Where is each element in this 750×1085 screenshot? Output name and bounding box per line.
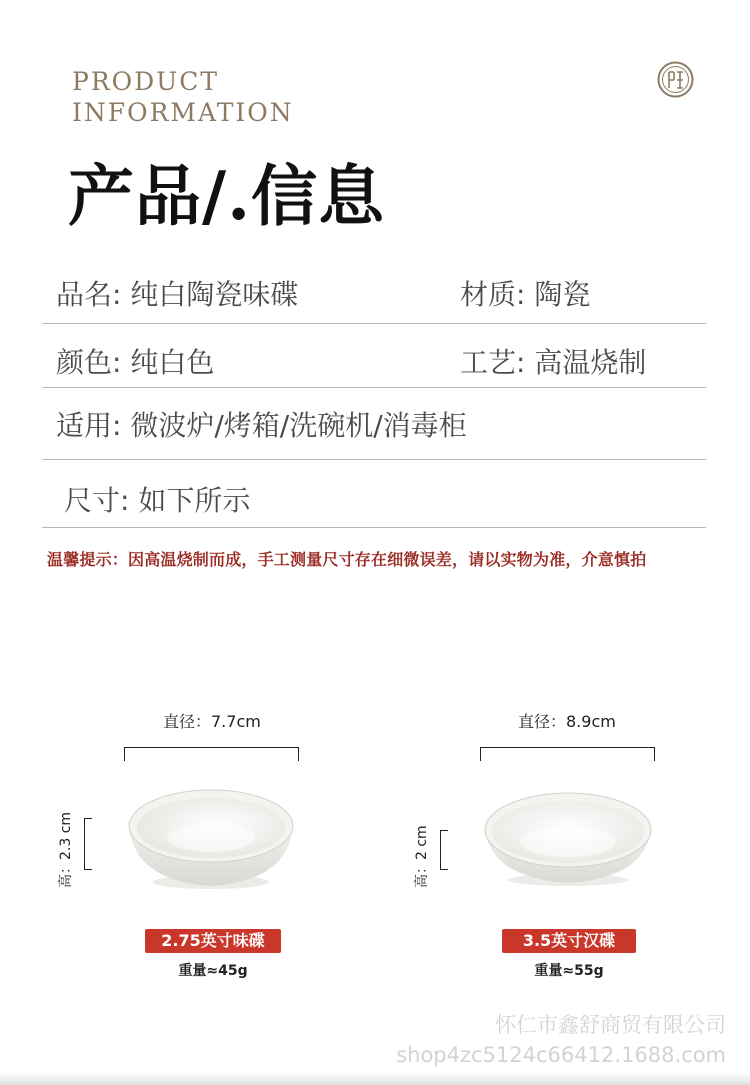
english-title: [72, 66, 294, 128]
size-badge: 3.5英寸汉碟: [502, 929, 636, 953]
height-label: 高：2.3 cm: [58, 811, 74, 888]
height-label: 高：2 cm: [414, 825, 430, 888]
spec-product-name: 品名: 纯白陶瓷味碟: [56, 278, 299, 311]
english-title-line-2: INFORMATION: [72, 98, 294, 127]
diameter-label: 直径：7.7cm: [163, 712, 261, 731]
brand-seal-icon: [657, 61, 694, 98]
spec-size: 尺寸: 如下所示: [64, 484, 251, 517]
spec-usage: 适用: 微波炉/烤箱/洗碗机/消毒柜: [56, 409, 467, 442]
diameter-bracket: [124, 747, 299, 761]
dish-photo: [482, 790, 654, 888]
divider: [42, 387, 706, 388]
divider: [42, 527, 706, 528]
bottom-shadow: [0, 1072, 750, 1085]
size-badge: 2.75英寸味碟: [145, 929, 281, 953]
weight-label: 重量≈55g: [534, 963, 604, 979]
watermark-company: 怀仁市鑫舒商贸有限公司: [495, 1013, 726, 1037]
page-title: 产品/.信息: [68, 157, 386, 235]
diameter-label: 直径：8.9cm: [518, 712, 616, 731]
weight-label: 重量≈45g: [178, 963, 248, 979]
height-bracket: [84, 818, 92, 870]
height-bracket: [440, 830, 448, 870]
diameter-bracket: [480, 747, 655, 761]
warm-tip-notice: 温馨提示：因高温烧制而成，手工测量尺寸存在细微误差，请以实物为准，介意慎拍: [47, 550, 647, 569]
divider: [42, 459, 706, 460]
watermark-url: shop4zc5124c66412.1688.com: [396, 1043, 726, 1067]
dish-photo: [126, 786, 296, 892]
spec-craft: 工艺: 高温烧制: [460, 346, 647, 379]
spec-material: 材质: 陶瓷: [460, 278, 591, 311]
divider: [42, 323, 706, 324]
spec-color: 颜色: 纯白色: [56, 346, 215, 379]
english-title-line-1: PRODUCT: [72, 67, 220, 96]
